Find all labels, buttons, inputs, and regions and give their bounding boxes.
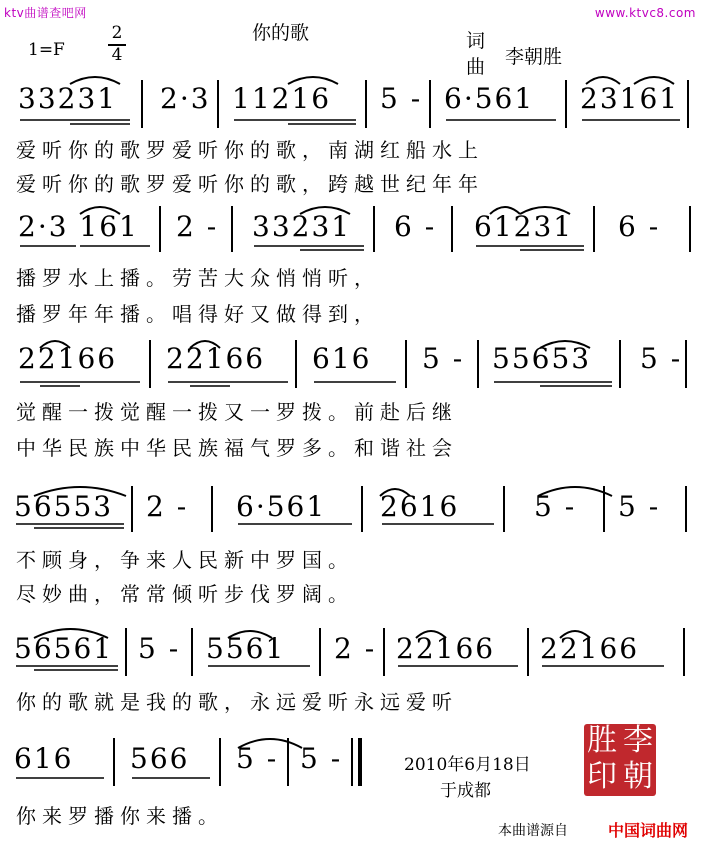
time-signature-bottom: 4	[111, 45, 123, 65]
measure-2-5: 61231	[474, 210, 574, 243]
measure-5-1: 56561	[14, 632, 114, 665]
measure-2-3: 33231	[252, 210, 352, 243]
measure-4-6: 5 -	[618, 490, 661, 523]
watermark-left: ktv曲谱查吧网	[4, 6, 87, 20]
measure-3-1: 22166	[18, 342, 118, 375]
seal-char-3: 印	[587, 759, 617, 794]
song-title: 你的歌	[252, 22, 310, 44]
source-label: 本曲谱源自	[498, 823, 568, 839]
measure-5-5: 22166	[396, 632, 496, 665]
time-signature	[106, 24, 128, 65]
lyric-2-verse-1: 播罗水上播。劳苦大众悄悄听，	[16, 266, 380, 290]
measure-4-1: 56553	[14, 490, 114, 523]
measure-6-4: 5 -	[300, 742, 343, 775]
time-signature-top: 2	[111, 23, 123, 43]
measure-1-3: 11216	[232, 82, 332, 115]
measure-5-2: 5 -	[138, 632, 181, 665]
lyric-3-verse-1: 觉醒一拨觉醒一拨又一罗拨。前赴后继	[16, 400, 458, 424]
measure-3-6: 5 -	[640, 342, 683, 375]
seal-char-2: 李	[623, 723, 653, 758]
lyric-2-verse-2: 播罗年年播。唱得好又做得到，	[16, 302, 380, 326]
measure-5-3: 5561	[206, 632, 286, 665]
lyrics-label: 词	[466, 30, 486, 52]
lyric-4-verse-2: 尽妙曲，常常倾听步伐罗阔。	[16, 582, 354, 606]
measure-2-6: 6 -	[618, 210, 661, 243]
measure-2-2: 2 -	[176, 210, 219, 243]
measure-3-3: 616	[312, 342, 372, 375]
measure-5-6: 22166	[540, 632, 640, 665]
lyric-1-verse-1: 爱听你的歌罗爱听你的歌，南湖红船水上	[16, 138, 484, 162]
seal-char-1: 胜	[587, 723, 617, 758]
key-signature: 1=F	[28, 40, 65, 60]
measure-1-1: 33231	[18, 82, 118, 115]
measure-1-2: 2·3	[160, 82, 211, 115]
measure-4-2: 2 -	[146, 490, 189, 523]
measure-4-3: 6·561	[236, 490, 327, 523]
seal-char-4: 朝	[623, 759, 653, 794]
measure-3-4: 5 -	[422, 342, 465, 375]
measure-4-4: 2616	[380, 490, 460, 523]
lyric-3-verse-2: 中华民族中华民族福气罗多。和谐社会	[16, 436, 458, 460]
music-label: 曲	[466, 56, 486, 78]
composition-place: 于成都	[440, 781, 491, 801]
source-site[interactable]: 中国词曲网	[608, 821, 689, 840]
lyric-6-verse-1: 你来罗播你来播。	[16, 804, 224, 828]
measure-3-5: 55653	[492, 342, 592, 375]
measure-6-3: 5 -	[236, 742, 279, 775]
composition-date: 2010年6月18日	[404, 755, 531, 775]
measure-6-1: 616	[14, 742, 74, 775]
measure-5-4: 2 -	[334, 632, 377, 665]
measure-2-4: 6 -	[394, 210, 437, 243]
composer-seal	[584, 724, 656, 796]
watermark-right: www.ktvc8.com	[594, 6, 696, 20]
measure-6-2: 566	[130, 742, 190, 775]
measure-1-5: 6·561	[444, 82, 535, 115]
measure-3-2: 22166	[166, 342, 266, 375]
measure-1-4: 5 -	[380, 82, 423, 115]
measure-4-5: 5 -	[534, 490, 577, 523]
measure-2-1: 2·3 161	[18, 210, 139, 243]
composer-name: 李朝胜	[505, 46, 563, 68]
lyric-4-verse-1: 不顾身，争来人民新中罗国。	[16, 548, 354, 572]
lyric-1-verse-2: 爱听你的歌罗爱听你的歌，跨越世纪年年	[16, 172, 484, 196]
lyric-5-verse-1: 你的歌就是我的歌，永远爱听永远爱听	[16, 690, 458, 714]
measure-1-6: 23161	[580, 82, 680, 115]
